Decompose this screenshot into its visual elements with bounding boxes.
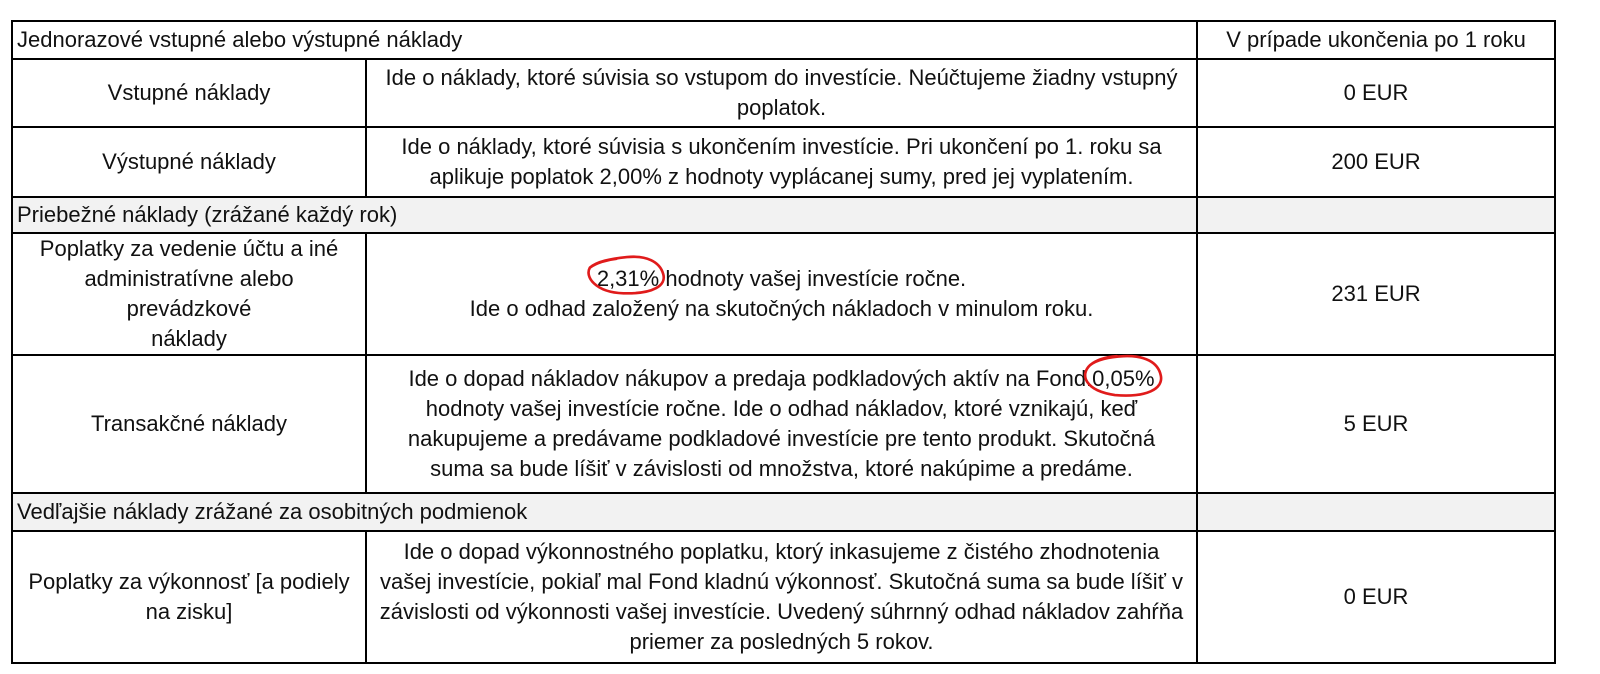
one-off-costs-heading: Jednorazové vstupné alebo výstupné náklady bbox=[12, 21, 1197, 59]
desc-line: Ide o náklady, ktoré súvisia so vstupom do investície. Neúčtujeme žiadny vstupný bbox=[385, 65, 1178, 90]
admin-costs-description bbox=[366, 233, 1197, 355]
ongoing-costs-heading: Priebežné náklady (zrážané každý rok) bbox=[12, 197, 1197, 233]
cost-table-container bbox=[11, 20, 1556, 664]
table-row bbox=[12, 233, 1555, 355]
entry-costs-description bbox=[366, 59, 1197, 127]
transaction-costs-description bbox=[366, 355, 1197, 493]
label-line: náklady bbox=[151, 326, 227, 351]
incidental-costs-heading: Vedľajšie náklady zrážané za osobitných podmienok bbox=[12, 493, 1197, 531]
table-row bbox=[12, 127, 1555, 197]
transaction-costs-amount: 5 EUR bbox=[1197, 355, 1555, 493]
table-row bbox=[12, 59, 1555, 127]
table-row bbox=[12, 355, 1555, 493]
label-line: Poplatky za vedenie účtu a iné bbox=[39, 236, 339, 261]
ongoing-costs-heading-right bbox=[1197, 197, 1555, 233]
table-row bbox=[12, 531, 1555, 663]
label-line: na zisku] bbox=[145, 599, 233, 624]
desc-line: nakupujeme a predávame podkladové investície pre tento produkt. Skutočná bbox=[407, 426, 1156, 451]
desc-line: aplikuje poplatok 2,00% z hodnoty vyplácanej sumy, pred jej vyplatením. bbox=[429, 164, 1134, 189]
ongoing-costs-section-row bbox=[12, 197, 1555, 233]
entry-costs-amount: 0 EUR bbox=[1197, 59, 1555, 127]
entry-costs-label: Vstupné náklady bbox=[12, 59, 366, 127]
desc-line: Ide o odhad založený na skutočných nákladoch v minulom roku. bbox=[469, 296, 1094, 321]
desc-line: suma sa bude líšiť v závislosti od množstva, ktoré nakúpime a predáme. bbox=[430, 456, 1133, 481]
exit-costs-amount: 200 EUR bbox=[1197, 127, 1555, 197]
desc-line: závislosti od výkonnosti vašej investície. Uvedený súhrnný odhad nákladov zahŕňa bbox=[379, 599, 1184, 624]
incidental-costs-heading-right bbox=[1197, 493, 1555, 531]
exit-costs-label: Výstupné náklady bbox=[12, 127, 366, 197]
label-line: administratívne alebo prevádzkové bbox=[84, 266, 294, 321]
desc-line: Ide o náklady, ktoré súvisia s ukončením investície. Pri ukončení po 1. roku sa bbox=[401, 134, 1162, 159]
desc-text: hodnoty vašej investície ročne. bbox=[659, 266, 967, 291]
cost-table bbox=[11, 20, 1556, 664]
incidental-costs-section-row bbox=[12, 493, 1555, 531]
one-year-exit-heading: V prípade ukončenia po 1 roku bbox=[1197, 21, 1555, 59]
desc-line: poplatok. bbox=[736, 95, 827, 120]
desc-line: Ide o dopad výkonnostného poplatku, ktorý inkasujeme z čistého zhodnotenia bbox=[403, 539, 1160, 564]
admin-percentage: 2,31% bbox=[596, 266, 660, 291]
desc-text: Ide o dopad nákladov nákupov a predaja podkladových aktív na Fond. bbox=[408, 366, 1093, 391]
transaction-percentage: 0,05% bbox=[1092, 366, 1155, 391]
label-line: Poplatky za výkonnosť [a podiely bbox=[28, 569, 350, 594]
admin-costs-label bbox=[12, 233, 366, 355]
table-header-row bbox=[12, 21, 1555, 59]
performance-fees-label bbox=[12, 531, 366, 663]
performance-fees-description bbox=[366, 531, 1197, 663]
desc-line: hodnoty vašej investície ročne. Ide o odhad nákladov, ktoré vznikajú, keď bbox=[425, 396, 1138, 421]
exit-costs-description bbox=[366, 127, 1197, 197]
desc-line: vašej investície, pokiaľ mal Fond kladnú výkonnosť. Skutočná suma sa bude líšiť v bbox=[379, 569, 1184, 594]
transaction-costs-label: Transakčné náklady bbox=[12, 355, 366, 493]
desc-line: priemer za posledných 5 rokov. bbox=[629, 629, 934, 654]
performance-fees-amount: 0 EUR bbox=[1197, 531, 1555, 663]
admin-costs-amount: 231 EUR bbox=[1197, 233, 1555, 355]
